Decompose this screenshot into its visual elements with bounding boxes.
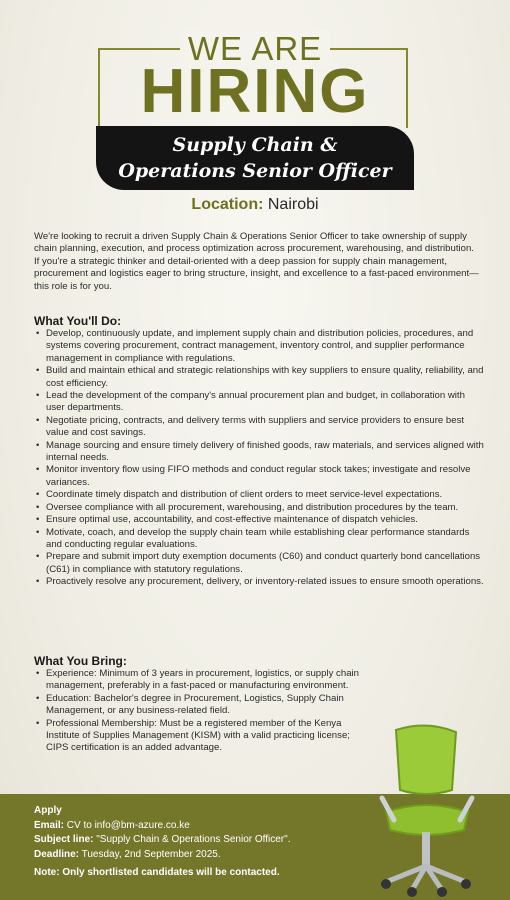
- job-title-line2: Operations Senior Officer: [118, 160, 392, 182]
- job-title-line1: Supply Chain &: [172, 134, 338, 156]
- list-item: • Coordinate timely dispatch and distribution of client orders to meet service-level expectations.: [34, 489, 484, 501]
- list-item: • Proactively resolve any procurement, delivery, or inventory-related issues to ensure smooth operations.: [34, 576, 484, 588]
- list-item: • Oversee compliance with all procurement, warehousing, and distribution procedures by the team.: [34, 502, 484, 514]
- we-are-heading: WE ARE: [0, 30, 510, 68]
- list-item: • Prepare and submit import duty exemption documents (C60) and conduct quarterly bond cancellations (C61) in compliance with statutory regulations.: [34, 551, 484, 576]
- requirements-list: [34, 668, 364, 755]
- list-item: • Ensure optimal use, accountability, and cost-effective maintenance of dispatch vehicles.: [34, 514, 484, 526]
- list-item: • Motivate, coach, and develop the supply chain team while establishing clear performance standards and conducting regular evaluations.: [34, 527, 484, 552]
- job-title-banner: [96, 126, 414, 190]
- list-item: • Lead the development of the company's annual procurement plan and budget, in collaboration with user departments.: [34, 390, 484, 415]
- what-youll-do-heading: What You'll Do:: [34, 314, 122, 328]
- apply-heading: Apply: [34, 805, 62, 816]
- email-value[interactable]: CV to info@bm-azure.co.ke: [66, 819, 190, 831]
- hiring-heading: HIRING: [140, 57, 370, 126]
- intro-paragraph: We're looking to recruit a driven Supply Chain & Operations Senior Officer to take ownership of supply chain planning, execution, and process optimization across procurement, warehousing, and distribution. If you're a strategic thinker and detail-oriented with a deep passion for supply chain management, procurement and logistics eager to bring structure, insight, and excellence to a fast-paced environment—this role is for you.: [34, 231, 479, 292]
- list-item: • Negotiate pricing, contracts, and delivery terms with suppliers and service providers to ensure best value and cost savings.: [34, 415, 484, 440]
- responsibilities-list: [34, 328, 484, 589]
- list-item: • Monitor inventory flow using FIFO methods and conduct regular stock takes; investigate and resolve variances.: [34, 464, 484, 489]
- what-you-bring-heading: What You Bring:: [34, 654, 127, 668]
- email-label: Email:: [34, 819, 65, 831]
- deadline-value: Tuesday, 2nd September 2025.: [81, 848, 221, 860]
- location: [0, 196, 510, 214]
- office-chair-illustration: [356, 720, 496, 900]
- subject-value: "Supply Chain & Operations Senior Officer".: [96, 834, 291, 845]
- list-item: • Professional Membership: Must be a registered member of the Kenya Institute of Supplies Management (KISM) with a valid practicing license; CIPS certification is an added advantage.: [34, 718, 364, 755]
- deadline-label: Deadline:: [34, 848, 80, 860]
- location-value: Nairobi: [267, 196, 319, 213]
- list-item: • Experience: Minimum of 3 years in procurement, logistics, or supply chain management, preferably in a fast-paced or manufacturing environment.: [34, 668, 364, 693]
- subject-label: Subject line:: [34, 834, 94, 845]
- list-item: • Manage sourcing and ensure timely delivery of finished goods, raw materials, and services aligned with internal needs.: [34, 440, 484, 465]
- list-item: • Build and maintain ethical and strategic relationships with key suppliers to ensure quality, reliability, and cost efficiency.: [34, 365, 484, 390]
- shortlist-note: Note: Only shortlisted candidates will be contacted.: [34, 867, 280, 878]
- location-label: Location:: [191, 196, 264, 213]
- list-item: • Develop, continuously update, and implement supply chain and distribution policies, procedures, and systems covering procurement, contract management, inventory control, and supplier performance management in compliance with regulations.: [34, 328, 484, 365]
- list-item: • Education: Bachelor's degree in Procurement, Logistics, Supply Chain Management, or any business-related field.: [34, 693, 364, 718]
